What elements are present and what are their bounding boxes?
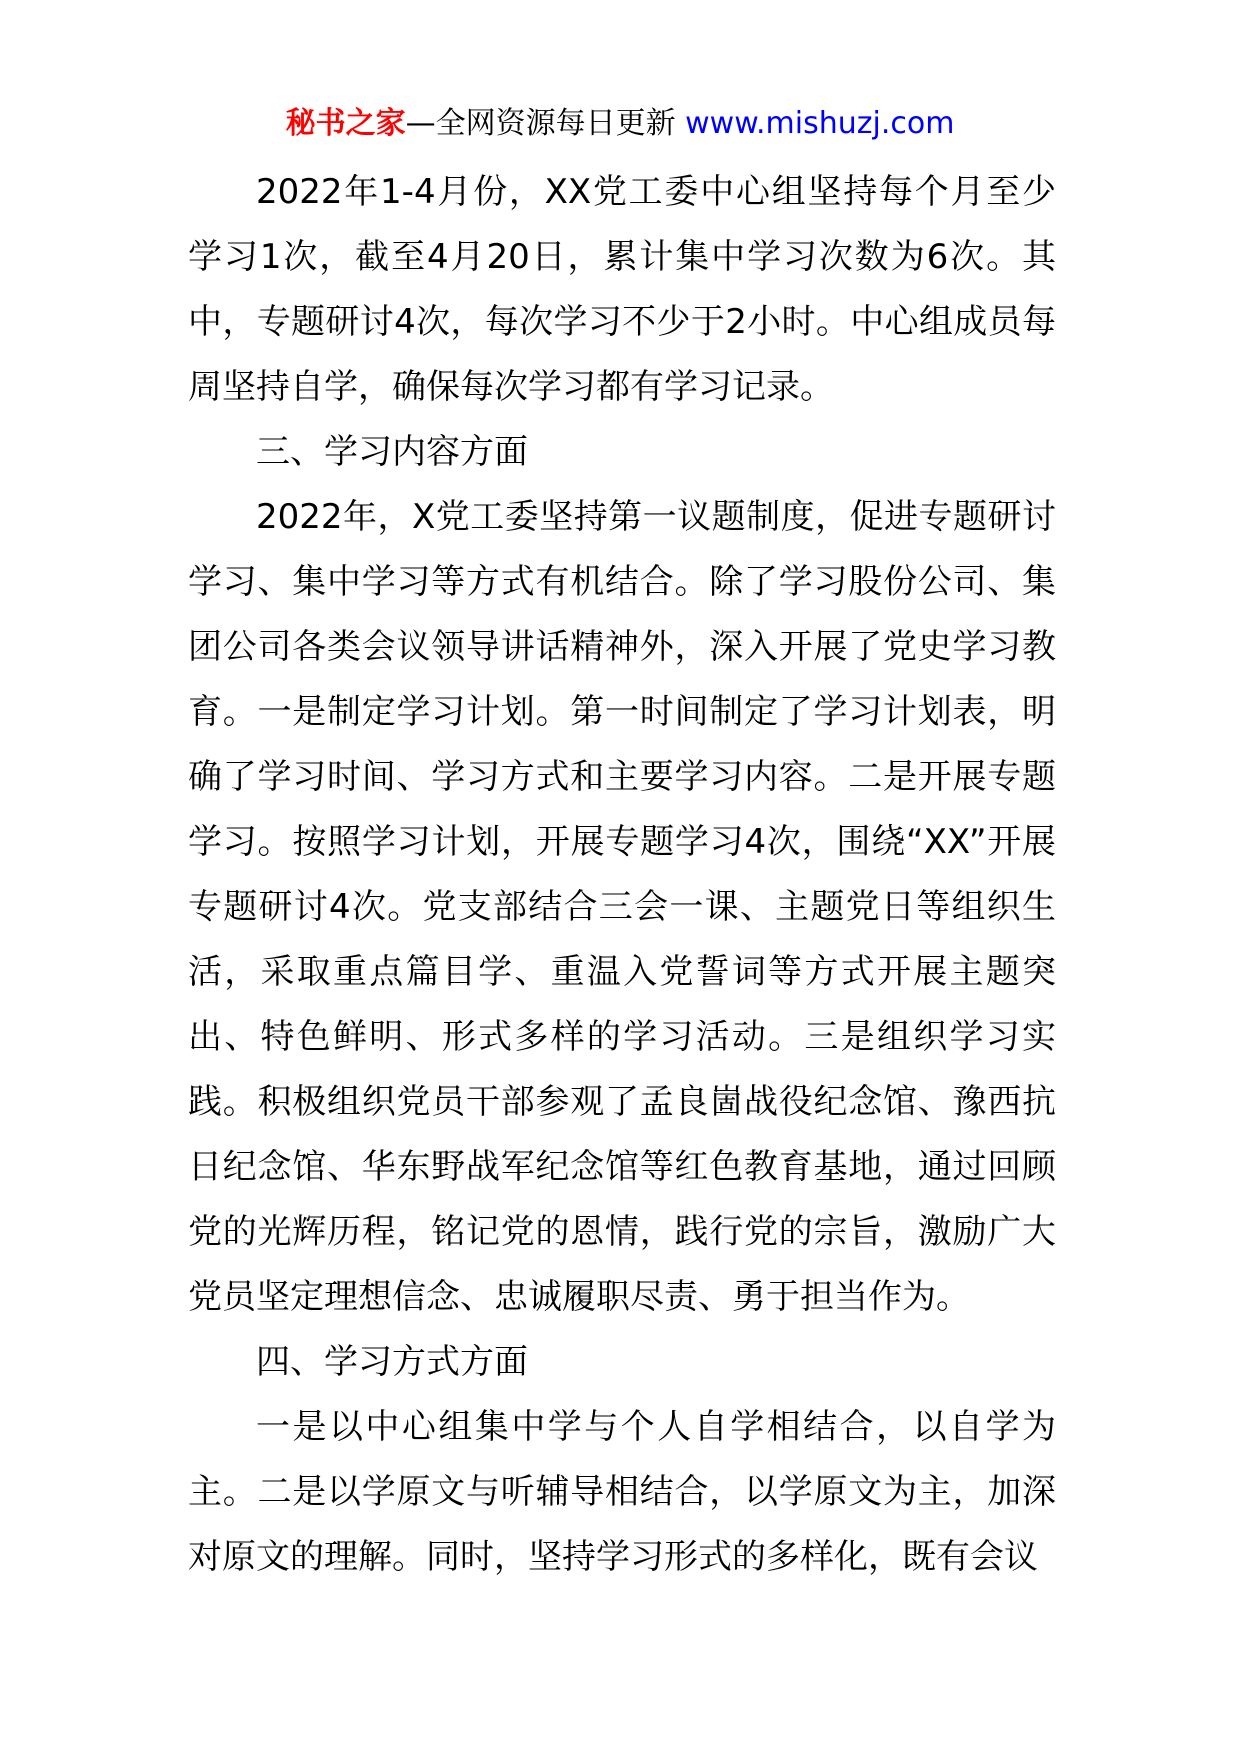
section-heading-study-content: 三、学习内容方面 bbox=[256, 432, 528, 472]
document-body bbox=[188, 160, 1056, 1590]
section-heading-study-method: 四、学习方式方面 bbox=[256, 1342, 528, 1382]
paragraph-study-method: 一是以中心组集中学与个人自学相结合，以自学为主。二是以学原文与听辅导相结合，以学原文为主，加深对原文的理解。同时，坚持学习形式的多样化，既有会议 bbox=[188, 1407, 1056, 1577]
paragraph-study-frequency: 2022年1-4月份，XX党工委中心组坚持每个月至少学习1次，截至4月20日，累计集中学习次数为6次。其中，专题研讨4次，每次学习不少于2小时。中心组成员每周坚持自学，确保每次学习都有学习记录。 bbox=[188, 172, 1056, 407]
site-tagline: —全网资源每日更新 bbox=[405, 106, 676, 141]
paragraph-study-content: 2022年，X党工委坚持第一议题制度，促进专题研讨学习、集中学习等方式有机结合。除了学习股份公司、集团公司各类会议领导讲话精神外，深入开展了党史学习教育。一是制定学习计划。第一时间制定了学习计划表，明确了学习时间、学习方式和主要学习内容。二是开展专题学习。按照学习计划，开展专题学习4次，围绕“XX”开展专题研讨4次。党支部结合三会一课、主题党日等组织生活，采取重点篇目学、重温入党誓词等方式开展主题突出、特色鲜明、形式多样的学习活动。三是组织学习实践。积极组织党员干部参观了孟良崮战役纪念馆、豫西抗日纪念馆、华东野战军纪念馆等红色教育基地，通过回顾党的光辉历程，铭记党的恩情，践行党的宗旨，激励广大党员坚定理想信念、忠诚履职尽责、勇于担当作为。 bbox=[188, 497, 1056, 1317]
site-url-link[interactable]: www.mishuzj.com bbox=[685, 106, 955, 141]
page-header bbox=[0, 104, 1240, 144]
site-brand: 秘书之家 bbox=[285, 106, 406, 141]
